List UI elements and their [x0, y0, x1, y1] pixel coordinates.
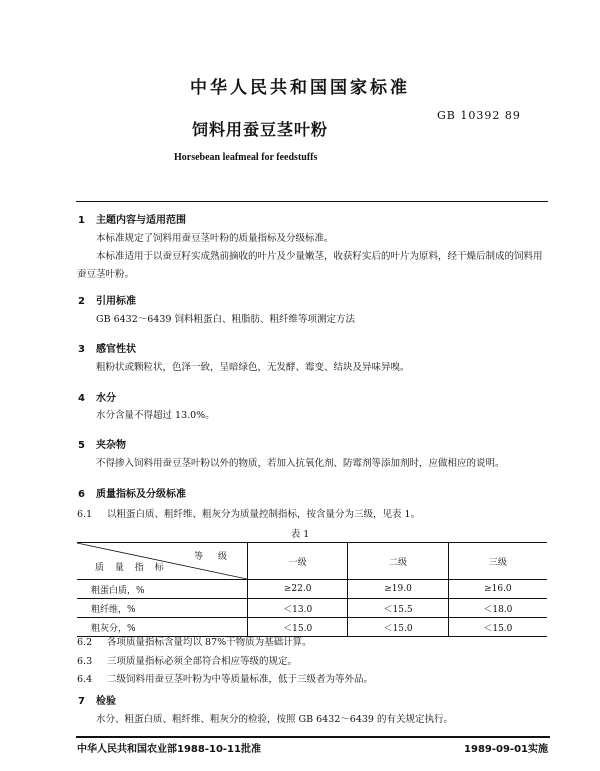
column-header-grade-2: 二级 — [348, 543, 448, 580]
table-caption: 表 1 — [290, 529, 310, 540]
section-4-paragraph-1: 水分含量不得超过 13.0%。 — [96, 410, 215, 421]
row-label: 粗蛋白质，% — [77, 580, 248, 599]
approval-statement: 中华人民共和国农业部1988-10-11批准 — [77, 744, 261, 755]
section-3-paragraph-1: 粗粉状或颗粒状，色泽一致，呈暗绿色，无发酵、霉变、结块及异味异嗅。 — [96, 362, 410, 373]
implementation-date: 1989-09-01实施 — [464, 744, 548, 755]
section-5-paragraph-1: 不得掺入饲料用蚕豆茎叶粉以外的物质，若加入抗氧化剂、防霉剂等添加剂时，应做相应的说明。 — [96, 458, 505, 469]
column-header-grade-3: 三级 — [448, 543, 547, 580]
corner-item-label: 质 量 指 标 — [95, 563, 168, 573]
table-cell: ＜18.0 — [448, 599, 547, 618]
section-1-heading: 1 主题内容与适用范围 — [78, 215, 186, 226]
document-subtitle-english: Horsebean leafmeal for feedstuffs — [174, 152, 318, 163]
section-6-heading: 6 质量指标及分级标准 — [78, 489, 186, 500]
table-cell: ≥19.0 — [348, 580, 448, 599]
clause-6-3: 6.3 三项质量指标必须全部符合相应等级的规定。 — [77, 656, 298, 667]
standard-number: GB 10392 89 — [437, 109, 521, 122]
table-cell: ＜15.0 — [448, 618, 547, 637]
table-cell: ≥16.0 — [448, 580, 547, 599]
table-row — [77, 599, 547, 618]
title-divider — [76, 201, 548, 202]
section-5-heading: 5 夹杂物 — [78, 440, 126, 451]
column-header-grade-1: 一级 — [248, 543, 348, 580]
clause-6-1: 6.1 以粗蛋白质、粗纤维、粗灰分为质量控制指标，按含量分为三级，见表 1。 — [77, 509, 421, 520]
footer-divider — [76, 736, 550, 738]
clause-6-4: 6.4 二级饲料用蚕豆茎叶粉为中等质量标准，低于三级者为等外品。 — [77, 674, 374, 685]
table-cell: ≥22.0 — [248, 580, 348, 599]
section-7-heading: 7 检验 — [78, 696, 116, 707]
table-corner-cell — [77, 543, 248, 580]
table-cell: ＜15.0 — [248, 618, 348, 637]
section-2-paragraph-1: GB 6432～6439 饲料粗蛋白、粗脂肪、粗纤维等项测定方法 — [96, 314, 355, 325]
row-label: 粗纤维，% — [77, 599, 248, 618]
document-title: 饲料用蚕豆茎叶粉 — [192, 120, 329, 139]
table-header-row — [77, 543, 547, 580]
clause-6-2: 6.2 各项质量指标含量均以 87%干物质为基础计算。 — [77, 637, 312, 648]
section-1-paragraph-2: 本标准适用于以蚕豆籽实成熟前摘收的叶片及少量嫩茎，收获籽实后的叶片为原料，经干燥后制成的饲料用蚕豆茎叶粉。 — [77, 251, 543, 280]
table-cell: ＜13.0 — [248, 599, 348, 618]
corner-grade-label: 等 级 — [194, 552, 233, 562]
section-7-paragraph-1: 水分、粗蛋白质、粗纤维、粗灰分的检验，按照 GB 6432～6439 的有关规定执行。 — [96, 714, 453, 725]
table-cell: ＜15.5 — [348, 599, 448, 618]
grade-table — [77, 542, 547, 637]
table-cell: ＜15.0 — [348, 618, 448, 637]
row-label: 粗灰分，% — [77, 618, 248, 637]
section-3-heading: 3 感官性状 — [78, 344, 136, 355]
table-row — [77, 580, 547, 599]
issuing-body-title: 中华人民共和国国家标准 — [190, 78, 410, 98]
section-1-paragraph-1: 本标准规定了饲料用蚕豆茎叶粉的质量指标及分级标准。 — [96, 233, 334, 244]
section-2-heading: 2 引用标准 — [78, 296, 136, 307]
section-4-heading: 4 水分 — [78, 393, 116, 404]
